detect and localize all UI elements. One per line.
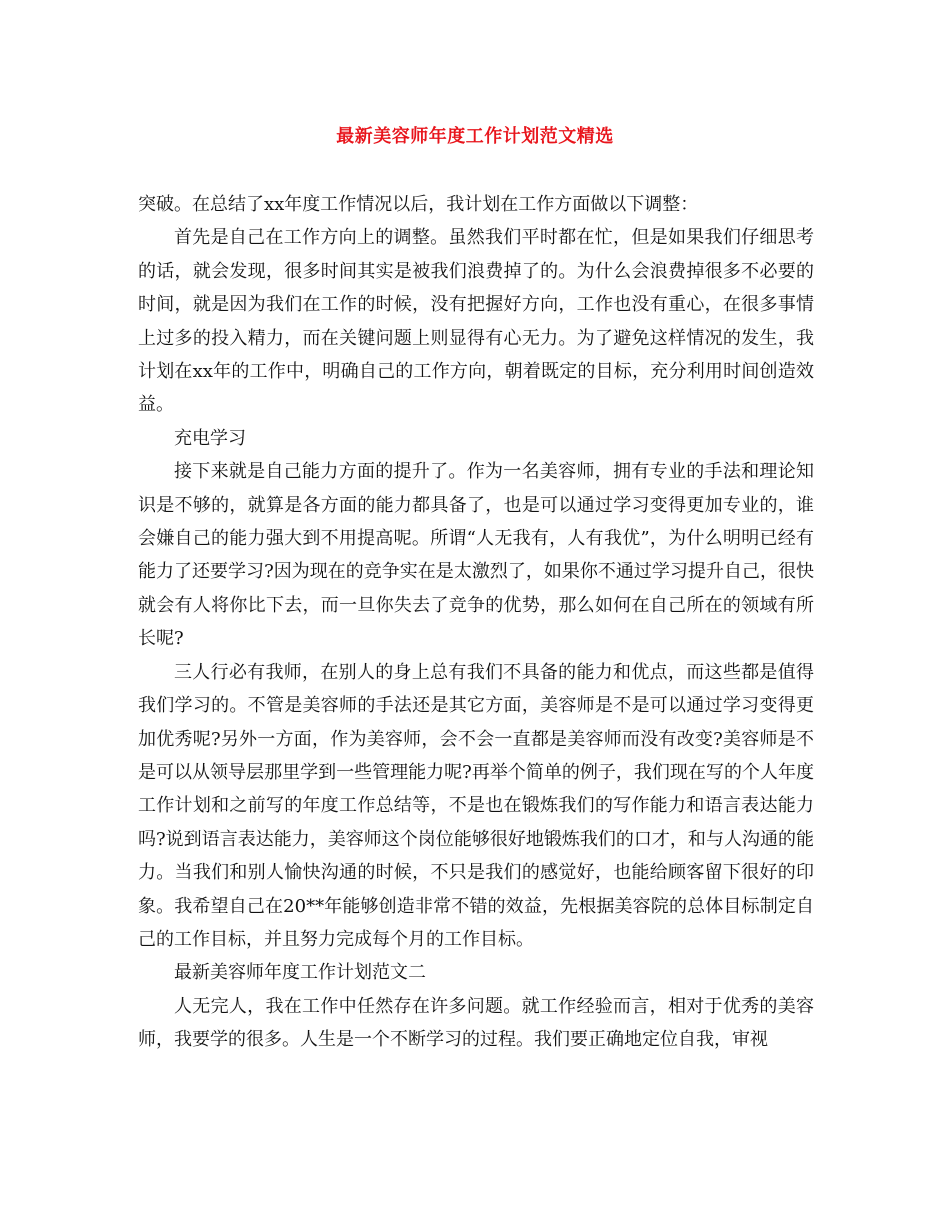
paragraph: 首先是自己在工作方向上的调整。虽然我们平时都在忙，但是如果我们仔细思考的话，就会发现，很多时间其实是被我们浪费掉了的。为什么会浪费掉很多不必要的时间，就是因为我们在工作的时候，没有把握好方向，工作也没有重心，在很多事情上过多的投入精力，而在关键问题上则显得有心无力。为了避免这样情况的发生，我计划在xx年的工作中，明确自己的工作方向，朝着既定的目标，充分利用时间创造效益。: [138, 227, 814, 416]
section-heading: 充电学习: [174, 427, 246, 449]
paragraph: 接下来就是自己能力方面的提升了。作为一名美容师，拥有专业的手法和理论知识是不够的，就算是各方面的能力都具备了，也是可以通过学习变得更加专业的，谁会嫌自己的能力强大到不用提高呢。所谓“人无我有，人有我优”，为什么明明已经有能力了还要学习?因为现在的竞争实在是太激烈了，如果你不通过学习提升自己，很快就会有人将你比下去，而一旦你失去了竞争的优势，那么如何在自己所在的领域有所长呢?: [138, 461, 814, 650]
paragraph-continuation: 突破。在总结了xx年度工作情况以后，我计划在工作方面做以下调整：: [138, 194, 699, 215]
document-title: 最新美容师年度工作计划范文精选: [336, 126, 614, 147]
section-heading: 最新美容师年度工作计划范文二: [174, 962, 426, 984]
document-body: [138, 188, 814, 1057]
paragraph: 人无完人，我在工作中任然存在许多问题。就工作经验而言，相对于优秀的美容师，我要学的很多。人生是一个不断学习的过程。我们要正确地定位自我，审视: [138, 995, 814, 1051]
paragraph: 三人行必有我师，在别人的身上总有我们不具备的能力和优点，而这些都是值得我们学习的。不管是美容师的手法还是其它方面，美容师是不是可以通过学习变得更加优秀呢?另外一方面，作为美容师，会不会一直都是美容师而没有改变?美容师是不是可以从领导层那里学到一些管理能力呢?再举个简单的例子，我们现在写的个人年度工作计划和之前写的年度工作总结等，不是也在锻炼我们的写作能力和语言表达能力吗?说到语言表达能力，美容师这个岗位能够很好地锻炼我们的口才，和与人沟通的能力。当我们和别人愉快沟通的时候，不只是我们的感觉好，也能给顾客留下很好的印象。我希望自己在20**年能够创造非常不错的效益，先根据美容院的总体目标制定自己的工作目标，并且努力完成每个月的工作目标。: [138, 661, 814, 950]
